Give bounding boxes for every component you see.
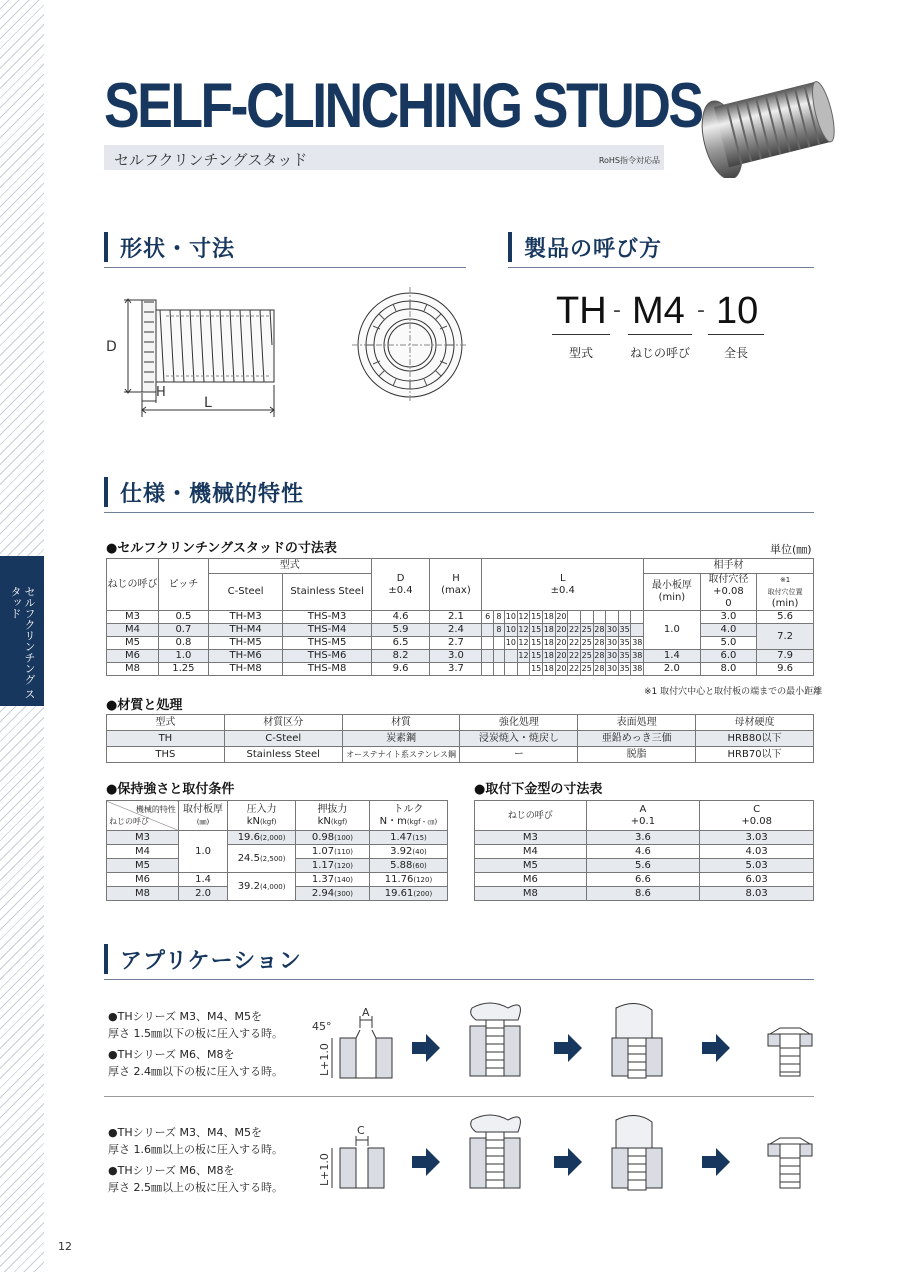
code-type: TH: [556, 290, 607, 332]
stud-drawing: [100, 285, 470, 425]
code-underline-3: [708, 334, 764, 335]
arrow-right-icon: [554, 1148, 582, 1176]
table-row: M8 8.6 8.03: [475, 887, 814, 901]
code-underline-2: [628, 334, 692, 335]
material-table-heading: ●材質と処理: [106, 698, 183, 713]
holding-table-heading: ●保持強さと取付条件: [106, 782, 235, 797]
application-diagrams: [300, 998, 820, 1208]
label-d: D: [106, 339, 117, 355]
table-row: M5 5.6 5.03: [475, 859, 814, 873]
code-label-length: 全長: [724, 346, 749, 360]
code-label-thread: ねじの呼び: [630, 346, 691, 360]
table-row: TH C-Steel 炭素鋼 浸炭焼入・焼戻し 亜鉛めっき三価 HRB80以下: [107, 731, 814, 747]
label-l-1: L+1.0: [318, 1043, 331, 1076]
code-dash-2: -: [697, 298, 705, 323]
section-naming: 製品の呼び方: [508, 232, 814, 268]
rohs-label: RoHS指令対応品: [598, 156, 660, 165]
code-underline-1: [552, 334, 610, 335]
page-number: 12: [58, 1240, 72, 1253]
label-a: A: [362, 1006, 370, 1019]
label-l-2: L+1.0: [318, 1153, 331, 1186]
code-dash-1: -: [613, 298, 621, 323]
label-angle: 45°: [312, 1020, 332, 1033]
dim-table-heading: ●セルフクリンチングスタッドの寸法表: [106, 541, 337, 556]
label-h: H: [156, 385, 166, 400]
arrow-right-icon: [702, 1034, 730, 1062]
app-note-1: ●THシリーズ M3、M4、M5を 厚さ 1.5㎜以下の板に圧入する時。: [108, 1010, 283, 1040]
table-row: THS Stainless Steel オーステナイト系ステンレス鋼 ー 脱脂 HRB70以下: [107, 747, 814, 763]
subtitle: セルフクリンチングスタッド: [114, 151, 308, 169]
app-note-2: ●THシリーズ M6、M8を 厚さ 2.4㎜以下の板に圧入する時。: [108, 1048, 283, 1078]
table-row: M6 6.6 6.03: [475, 873, 814, 887]
page-title: SELF-CLINCHING STUDS: [104, 71, 702, 141]
app-note-3: ●THシリーズ M3、M4、M5を 厚さ 1.6㎜以上の板に圧入する時。: [108, 1126, 283, 1156]
section-shape: 形状・寸法: [104, 232, 466, 268]
label-c: C: [357, 1124, 365, 1137]
subtitle-bar: [104, 145, 664, 170]
code-length: 10: [716, 290, 759, 332]
stud-photo: [686, 58, 836, 178]
table-row: M8 1.25 TH-M8 THS-M8 9.6 3.7 15 18 20 22 25 28 30 35 38 2.0 8.0 9.6: [107, 663, 814, 676]
label-l: L: [204, 395, 212, 411]
section-application: アプリケーション: [104, 944, 814, 980]
app-note-4: ●THシリーズ M6、M8を 厚さ 2.5㎜以上の板に圧入する時。: [108, 1164, 283, 1194]
dim-table-unit: 単位(㎜): [770, 543, 812, 556]
arrow-right-icon: [412, 1148, 440, 1176]
arrow-right-icon: [554, 1034, 582, 1062]
table-row: M5 0.8 TH-M5 THS-M5 6.5 2.7 10 12 15 18 20 22 25 28 30 35 38 5.0: [107, 637, 814, 650]
arrow-right-icon: [412, 1034, 440, 1062]
die-table-heading: ●取付下金型の寸法表: [474, 782, 603, 797]
code-thread: M4: [632, 290, 685, 332]
code-label-type: 型式: [569, 346, 594, 360]
material-table: 型式 材質区分 材質 強化処理 表面処理 母材硬度 TH C-Steel 炭素鋼 浸炭焼入・焼戻し 亜鉛めっき三価 HRB80以下 THS Stainless Steel オーステナイト系ステンレス鋼 ー 脱脂 HRB70以下: [106, 714, 814, 763]
section-spec: 仕様・機械的特性: [104, 477, 814, 513]
table-row: M3 3.6 3.03: [475, 831, 814, 845]
table-row: M4 0.7 TH-M4 THS-M4 5.9 2.4 8 10 12 15 18 20 22 25 28 30 35 4.0 7.2: [107, 624, 814, 637]
side-tab: セルフクリンチング スタッド: [0, 556, 44, 706]
holding-table: 機械的特性 ねじの呼び 取付板厚 (㎜) 圧入力 kN(kgf) 押抜力 kN(kgf) トルク N・m(kgf・㎝) M3 1.0 19.6(2,000) 0.98(100) 1.47(15) M4 24.5(2,500) 1.07(110) 3.92(40) M5 1.17(120) 5.88(60) M6 1.4 39.2(4,000) 1.37(140) 11.76(120) M8 2.0 2.94(300) 19.61(200): [106, 800, 448, 901]
table-row: M4 4.6 4.03: [475, 845, 814, 859]
arrow-right-icon: [702, 1148, 730, 1176]
dim-table-footnote: ※1 取付穴中心と取付板の端までの最小距離: [644, 687, 823, 697]
dimension-table: ねじの呼び ピッチ 型式 D ±0.4 H (max) L ±0.4 相手材 C-Steel Stainless Steel 最小板厚 (min) 取付穴径 +0.08 0 ※1 取付穴位置 (min) M3 0.5 TH-M3 THS-M3 4.6 2.1 6 8 10 12 15 18 20 1.0 3.0 5.6 M4 0.7 TH-M4 THS-M4 5.9 2.4 8 10 12 15 18 20 22 25 28 30 35 4.0 7.2 M5 0.8 TH-M5 THS-M5 6.5 2.7 10 12 15 18 20 22 25 28 30 35 38 5.0 M6 1.0 TH-M6 THS-M6 8.2 3.0 12 15 18 20 22 25 28 30 35 38 1.4 6.0 7.9 M8 1.25 TH-M8 THS-M8 9.6 3.7 15 18 20 22 25 28 30 35 38 2.0 8.0 9.6: [106, 558, 814, 676]
die-table: ねじの呼び A +0.1 C +0.08 M3 3.6 3.03 M4 4.6 4.03 M5 5.6 5.03 M6 6.6 6.03 M8 8.6 8.03: [474, 800, 814, 901]
table-row: M6 1.0 TH-M6 THS-M6 8.2 3.0 12 15 18 20 22 25 28 30 35 38 1.4 6.0 7.9: [107, 650, 814, 663]
table-row: M3 0.5 TH-M3 THS-M3 4.6 2.1 6 8 10 12 15 18 20 1.0 3.0 5.6: [107, 611, 814, 624]
